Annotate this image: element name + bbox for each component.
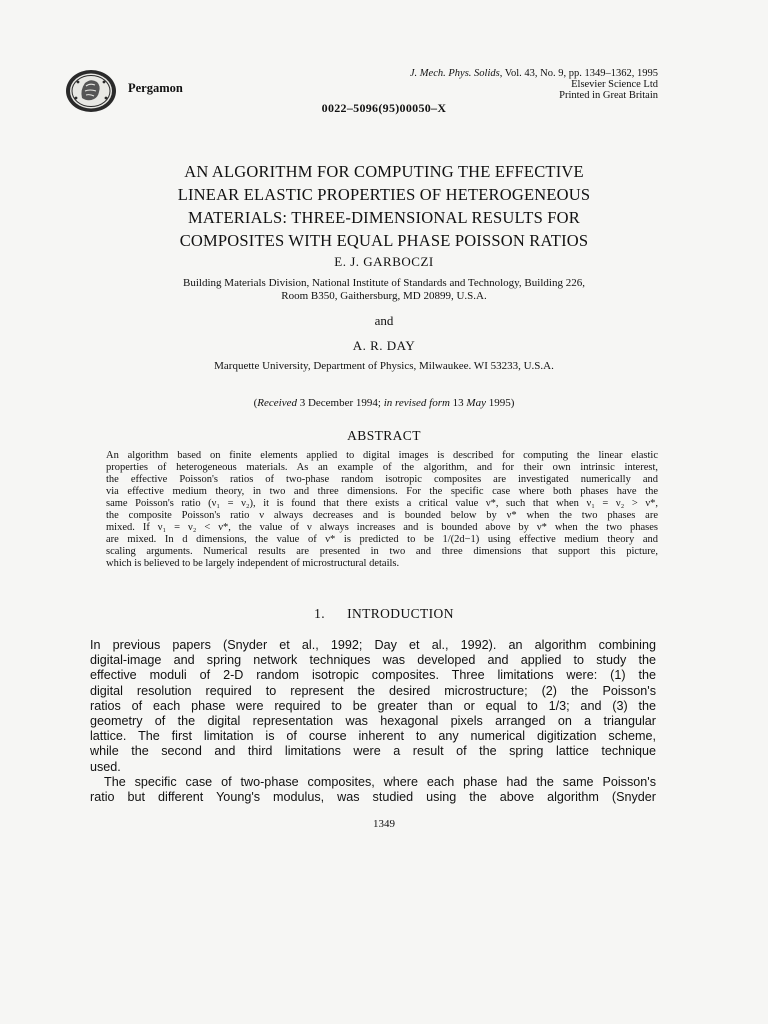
abstract-line: the effective Poisson's ratios of two-phase random isotropic composites are investigated numerically and xyxy=(106,474,658,485)
journal-citation xyxy=(410,68,658,101)
body-line: while the second and third limitations were a result of the spring lattice technique xyxy=(90,744,656,759)
section-heading xyxy=(0,606,768,622)
body-line: The specific case of two-phase composites, where each phase had the same Poisson's xyxy=(104,774,656,789)
abstract-line: mixed. If ν₁ = ν₂ < ν*, the value of ν always increases and is bounded above by ν* when the two phases xyxy=(106,522,658,533)
title-line: AN ALGORITHM FOR COMPUTING THE EFFECTIVE xyxy=(184,162,584,181)
journal-reference-line xyxy=(410,68,658,79)
publisher-name: Pergamon xyxy=(128,81,183,95)
body-line: effective moduli of 2-D random isotropic composites. Three limitations were: (1) the xyxy=(90,668,656,683)
body-line: geometry of the digital representation was hexagonal pixels arranged on a triangular xyxy=(90,714,656,729)
author-name: A. R. DAY xyxy=(352,338,416,353)
title-line: MATERIALS: THREE-DIMENSIONAL RESULTS FOR xyxy=(188,208,580,227)
title-line: COMPOSITES WITH EQUAL PHASE POISSON RATIOS xyxy=(179,231,589,250)
author-name: E. J. GARBOCZI xyxy=(334,254,434,269)
body-line: used. xyxy=(90,759,121,774)
paper-title xyxy=(60,160,708,252)
abstract-line: are mixed. In d dimensions, the value of ν* is predicted to be 1/(2d−1) using effective medium theory and xyxy=(106,534,658,545)
body-line: ratios of each phase were required to be greater than or equal to 1/3; and (3) the xyxy=(90,698,656,713)
abstract-line: same Poisson's ratio (ν₁ = ν₂), it is found that there exists a critical value ν*, such that when ν₁ = ν₂ > ν*, xyxy=(106,498,658,509)
page-number: 1349 xyxy=(373,818,395,830)
author-affiliation xyxy=(0,360,768,373)
author-affiliation xyxy=(0,277,768,303)
printed-line: Printed in Great Britain xyxy=(559,90,658,101)
author-conjunction: and xyxy=(374,313,394,328)
title-line: LINEAR ELASTIC PROPERTIES OF HETEROGENEOUS xyxy=(177,185,591,204)
journal-name: J. Mech. Phys. Solids xyxy=(409,68,500,79)
journal-volume: , Vol. 43, No. 9, pp. 1349–1362, 1995 xyxy=(499,68,658,79)
body-line: digital resolution required to represent the desired microstructure; (2) the Poisson's xyxy=(90,683,656,698)
abstract-line: properties of heterogeneous materials. As an example of the algorithm, and for their own intrinsic interest, xyxy=(106,462,658,473)
abstract-text xyxy=(106,450,658,570)
section-number: 1. xyxy=(314,606,326,621)
abstract-line: scaling arguments. Numerical results are presented in two and three dimensions that support this picture, xyxy=(106,546,658,557)
body-line: ratio but different Young's modulus, was studied using the above algorithm (Snyder xyxy=(90,790,656,805)
body-line: In previous papers (Snyder et al., 1992; Day et al., 1992). an algorithm combining xyxy=(90,638,656,652)
abstract-line: which is believed to be largely independent of microstructural details. xyxy=(106,558,400,569)
abstract-line: via effective medium theory, in two and three dimensions. For the specific case where both phases have the xyxy=(106,486,658,497)
body-line: lattice. The first limitation is of course inherent to any numerical digitization scheme, xyxy=(90,729,656,744)
received-dates: (Received 3 December 1994; in revised form 13 May 1995) xyxy=(253,397,515,409)
abstract-line: the composite Poisson's ratio ν always decreases and is bounded below by ν* when the two phases are xyxy=(106,510,658,521)
affiliation-line: Room B350, Gaithersburg, MD 20899, U.S.A. xyxy=(281,290,487,302)
section-title: INTRODUCTION xyxy=(347,606,454,621)
abstract-line: An algorithm based on finite elements applied to digital images is described for computing the linear elastic xyxy=(106,450,658,461)
doi-code: 0022–5096(95)00050–X xyxy=(321,101,447,115)
abstract-heading: ABSTRACT xyxy=(347,428,421,443)
body-line: digital-image and spring network techniques was developed and applied to study the xyxy=(90,653,656,668)
copyright-line: Elsevier Science Ltd xyxy=(571,79,658,90)
affiliation-line: Marquette University, Department of Physics, Milwaukee. WI 53233, U.S.A. xyxy=(214,360,554,372)
affiliation-line: Building Materials Division, National Institute of Standards and Technology, Building 226, xyxy=(183,277,585,289)
body-text xyxy=(90,638,656,805)
